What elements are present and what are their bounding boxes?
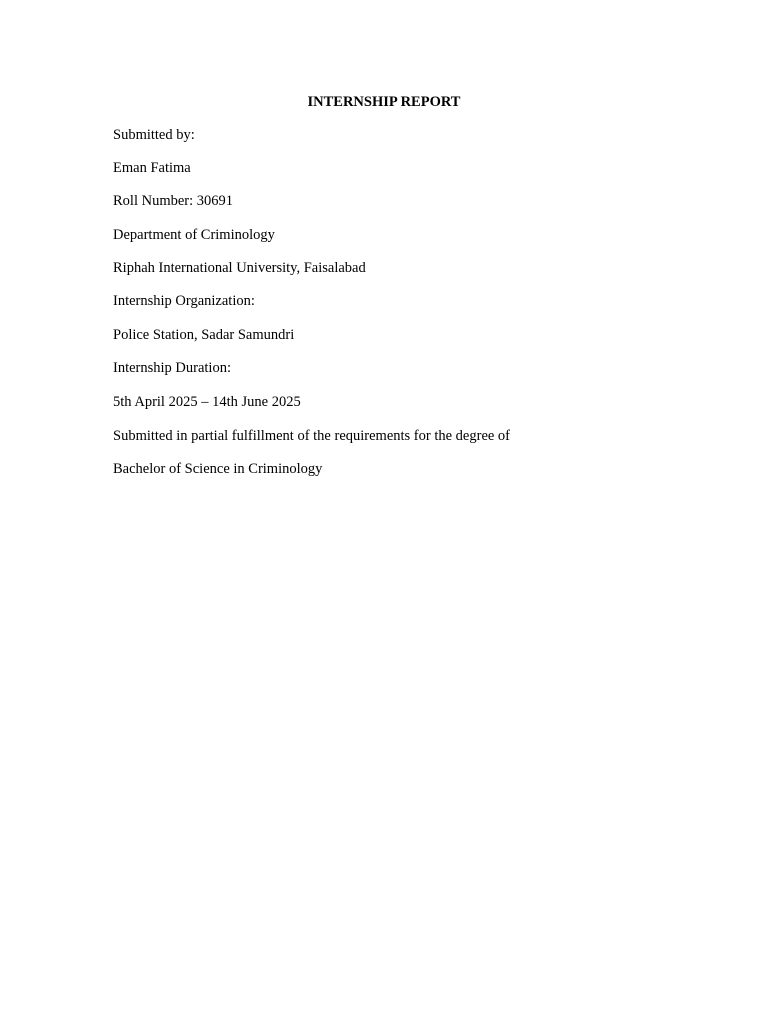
roll-number: Roll Number: 30691 bbox=[113, 193, 234, 209]
internship-duration: 5th April 2025 – 14th June 2025 bbox=[113, 394, 301, 410]
fulfillment-statement: Submitted in partial fulfillment of the requirements for the degree of bbox=[113, 428, 511, 444]
student-name: Eman Fatima bbox=[113, 160, 191, 176]
university: Riphah International University, Faisalabad bbox=[113, 260, 366, 276]
internship-organization-label: Internship Organization: bbox=[113, 293, 255, 309]
department: Department of Criminology bbox=[113, 227, 275, 243]
internship-organization: Police Station, Sadar Samundri bbox=[113, 327, 295, 343]
degree-name: Bachelor of Science in Criminology bbox=[113, 461, 323, 477]
internship-duration-label: Internship Duration: bbox=[113, 360, 231, 376]
submitted-by-label: Submitted by: bbox=[113, 127, 195, 143]
report-title: INTERNSHIP REPORT bbox=[307, 94, 461, 110]
